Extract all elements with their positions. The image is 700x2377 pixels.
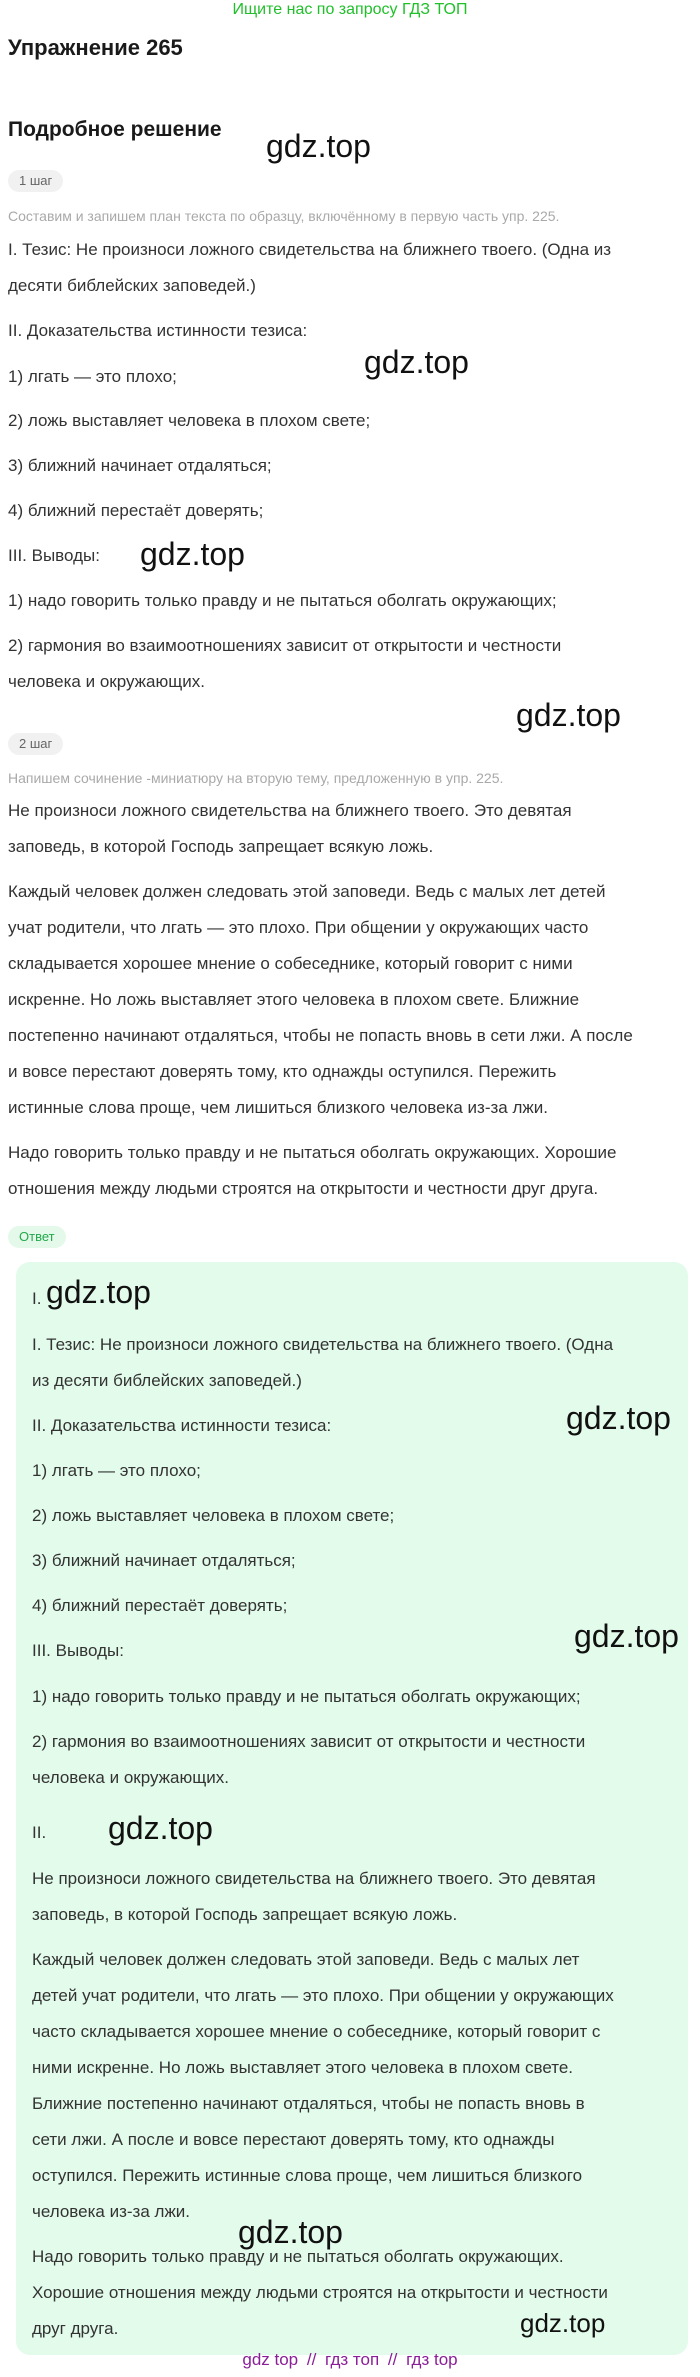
text-line: 1) надо говорить только правду и не пытаться оболгать окружающих; (32, 1687, 581, 1706)
text-line: отношения между людьми строятся на открытости и честности друг друга. (8, 1179, 599, 1198)
answer-part-marker: II. (32, 1823, 47, 1842)
text-line: 2) ложь выставляет человека в плохом свете; (8, 411, 371, 430)
text-line: человека и окружающих. (8, 672, 205, 691)
text-line: человека из-за лжи. (32, 2202, 191, 2221)
step-badge: 1 шаг (8, 170, 63, 192)
text-line: Не произноси ложного свидетельства на ближнего твоего. Это девятая (32, 1869, 596, 1888)
text-line: человека и окружающих. (32, 1768, 229, 1787)
text-line: ними искренне. Но ложь выставляет этого человека в плохом свете. (32, 2058, 574, 2077)
text-line: 4) ближний перестаёт доверять; (32, 1596, 288, 1615)
text-line: детей учат родители, что лгать — это плохо. При общении у окружающих (32, 1986, 614, 2005)
text-line: III. Выводы: (8, 546, 100, 565)
text-line: заповедь, в которой Господь запрещает всякую ложь. (8, 837, 434, 856)
text-line: сети лжи. А после и вовсе перестают доверять тому, кто однажды (32, 2130, 555, 2149)
step-badge: 2 шаг (8, 733, 63, 755)
text-line: Хорошие отношения между людьми строятся на открытости и честности (32, 2283, 608, 2302)
text-line: 2) гармония во взаимоотношениях зависит от открытости и честности (32, 1732, 586, 1751)
footer-separator: // (306, 2350, 317, 2369)
text-line: из десяти библейских заповедей.) (32, 1371, 302, 1390)
text-line: II. Доказательства истинности тезиса: (32, 1416, 332, 1435)
watermark: gdz.top (520, 2308, 606, 2338)
text-line: 1) лгать — это плохо; (32, 1461, 201, 1480)
text-line: I. Тезис: Не произноси ложного свидетельства на ближнего твоего. (Одна (32, 1335, 614, 1354)
watermark: gdz.top (266, 128, 371, 164)
text-line: 2) гармония во взаимоотношениях зависит от открытости и честности (8, 636, 562, 655)
text-line: 3) ближний начинает отдаляться; (8, 456, 272, 475)
text-line: 1) лгать — это плохо; (8, 367, 177, 386)
text-line: III. Выводы: (32, 1641, 124, 1660)
text-line: часто складывается хорошее мнение о собеседнике, который говорит с (32, 2022, 601, 2041)
watermark: gdz.top (140, 536, 245, 572)
footer-link[interactable]: гдз top (406, 2350, 458, 2369)
footer-link[interactable]: гдз топ (325, 2350, 380, 2369)
solution-title: Подробное решение (8, 118, 222, 141)
text-line: учат родители, что лгать — это плохо. При общении у окружающих часто (8, 918, 589, 937)
text-line: Надо говорить только правду и не пытаться оболгать окружающих. (32, 2247, 564, 2266)
step-note: Напишем сочинение -миниатюру на вторую тему, предложенную в упр. 225. (8, 770, 504, 786)
text-line: Ближние постепенно начинают отдаляться, чтобы не попасть вновь в (32, 2094, 585, 2113)
watermark: gdz.top (238, 2214, 343, 2250)
exercise-title: Упражнение 265 (8, 35, 183, 60)
text-line: Каждый человек должен следовать этой заповеди. Ведь с малых лет детей (8, 882, 606, 901)
watermark: gdz.top (46, 1274, 151, 1310)
step-note: Составим и запишем план текста по образцу, включённому в первую часть упр. 225. (8, 208, 560, 224)
watermark: gdz.top (574, 1618, 679, 1654)
text-line: истинные слова проще, чем лишиться близкого человека из-за лжи. (8, 1098, 548, 1117)
text-line: оступился. Пережить истинные слова проще, чем лишиться близкого (32, 2166, 583, 2185)
answer-part-marker: I. (32, 1289, 42, 1308)
text-line: II. Доказательства истинности тезиса: (8, 321, 308, 340)
text-line: I. Тезис: Не произноси ложного свидетельства на ближнего твоего. (Одна из (8, 240, 612, 259)
text-line: десяти библейских заповедей.) (8, 276, 256, 295)
text-line: искренне. Но ложь выставляет этого человека в плохом свете. Ближние (8, 990, 580, 1009)
text-line: 3) ближний начинает отдаляться; (32, 1551, 296, 1570)
footer-link[interactable]: gdz top (242, 2350, 299, 2369)
answer-badge: Ответ (8, 1226, 66, 1248)
watermark: gdz.top (108, 1810, 213, 1846)
watermark: gdz.top (516, 697, 621, 733)
footer-links (0, 2349, 700, 2371)
search-banner: Ищите нас по запросу ГДЗ ТОП (232, 1, 468, 18)
footer-separator: // (387, 2350, 398, 2369)
text-line: Каждый человек должен следовать этой заповеди. Ведь с малых лет (32, 1950, 580, 1969)
text-line: 4) ближний перестаёт доверять; (8, 501, 264, 520)
text-line: друг друга. (32, 2319, 119, 2338)
text-line: постепенно начинают отдаляться, чтобы не попасть вновь в сети лжи. А после (8, 1026, 633, 1045)
text-line: Не произноси ложного свидетельства на ближнего твоего. Это девятая (8, 801, 572, 820)
text-line: Надо говорить только правду и не пытаться оболгать окружающих. Хорошие (8, 1143, 617, 1162)
text-line: складывается хорошее мнение о собеседнике, который говорит с ними (8, 954, 573, 973)
text-line: 1) надо говорить только правду и не пытаться оболгать окружающих; (8, 591, 557, 610)
text-line: заповедь, в которой Господь запрещает всякую ложь. (32, 1905, 458, 1924)
text-line: и вовсе перестают доверять тому, кто однажды оступился. Пережить (8, 1062, 557, 1081)
watermark: gdz.top (364, 344, 469, 380)
text-line: 2) ложь выставляет человека в плохом свете; (32, 1506, 395, 1525)
watermark: gdz.top (566, 1400, 671, 1436)
